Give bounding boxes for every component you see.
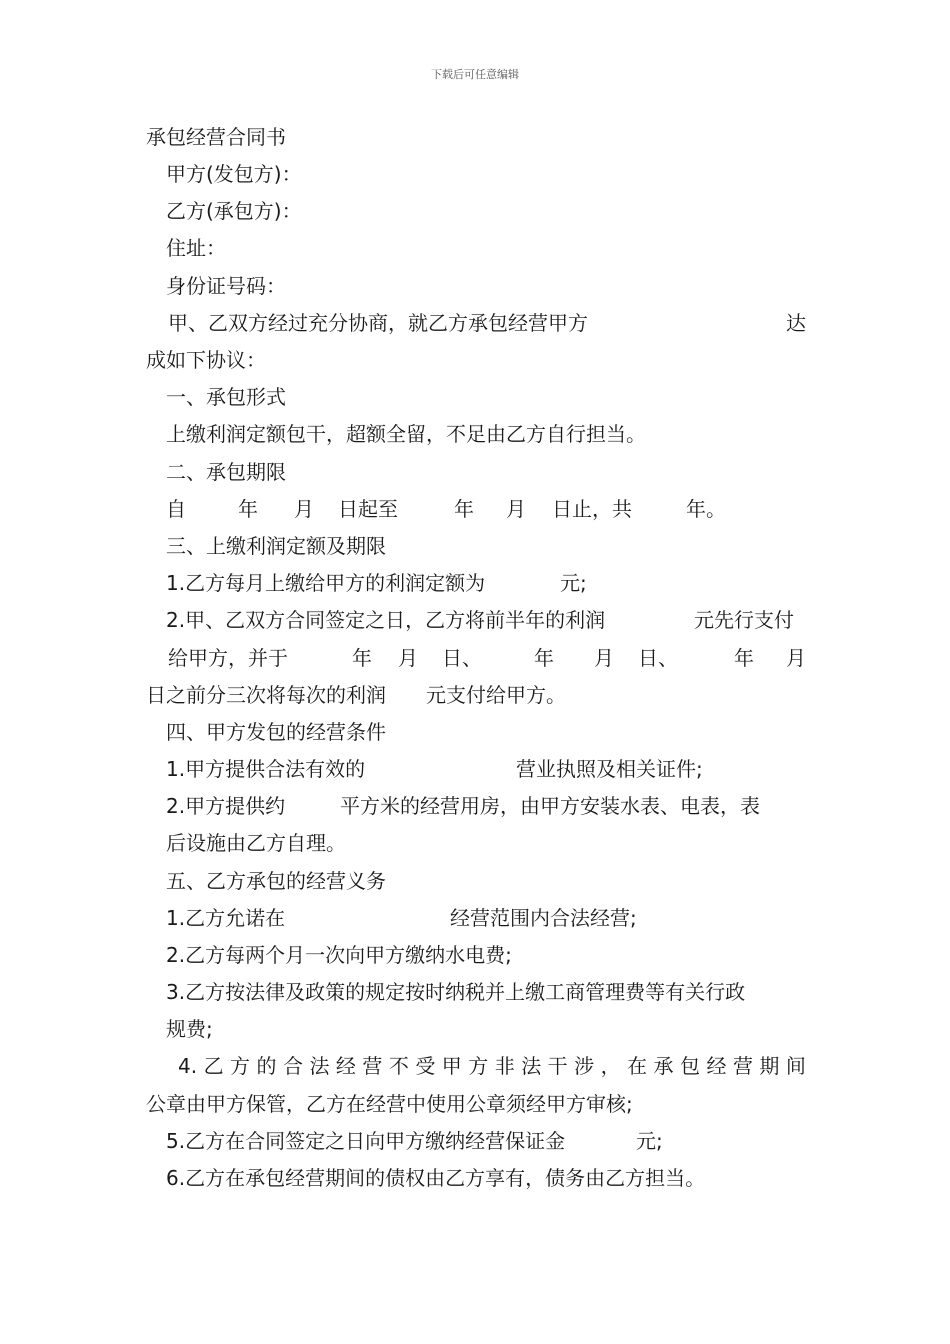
party-a-label: 甲方(发包方)：: [166, 162, 302, 186]
date-word: 日、: [442, 646, 482, 670]
term-word: 月: [506, 497, 526, 521]
date-word: 月: [594, 646, 614, 670]
section-3-item-2-line3: 日之前分三次将每次的利润: [146, 683, 386, 707]
term-word: 年: [454, 497, 474, 521]
term-word: 日起至: [338, 497, 398, 521]
section-4-item-2: 2.甲方提供约: [166, 794, 286, 818]
date-word: 日、: [638, 646, 678, 670]
intro-text-line2: 成如下协议：: [146, 348, 266, 372]
term-word: 年。: [686, 497, 726, 521]
section-5-item-4-line2: 公章由甲方保管，乙方在经营中使用公章须经甲方审核;: [146, 1092, 633, 1116]
section-3-item-1: 1.乙方每月上缴给甲方的利润定额为: [166, 571, 486, 595]
section-1-text: 上缴利润定额包干，超额全留，不足由乙方自行担当。: [166, 422, 646, 446]
section-2-heading: 二、承包期限: [166, 460, 286, 484]
section-5-item-1-end: 经营范围内合法经营;: [450, 906, 637, 930]
section-4-heading: 四、甲方发包的经营条件: [166, 720, 386, 744]
section-5-item-5: 5.乙方在合同签定之日向甲方缴纳经营保证金: [166, 1129, 566, 1153]
section-5-item-6: 6.乙方在承包经营期间的债权由乙方享有，债务由乙方担当。: [166, 1166, 706, 1190]
section-4-item-1: 1.甲方提供合法有效的: [166, 757, 366, 781]
section-3-item-2-end: 元先行支付: [694, 608, 794, 632]
section-5-item-5-end: 元;: [636, 1129, 663, 1153]
section-5-item-3-line2: 规费;: [166, 1017, 213, 1041]
section-5-item-3: 3.乙方按法律及政策的规定按时纳税并上缴工商管理费等有关行政: [166, 980, 746, 1004]
date-word: 年: [734, 646, 754, 670]
date-word: 月: [786, 646, 806, 670]
party-b-label: 乙方(承包方)：: [166, 199, 302, 223]
section-3-item-2-line2: 给甲方，并于: [168, 646, 288, 670]
term-word: 自: [166, 497, 186, 521]
section-4-item-2-line2: 后设施由乙方自理。: [166, 831, 346, 855]
intro-text: 甲、乙双方经过充分协商，就乙方承包经营甲方: [168, 311, 588, 335]
section-5-item-2: 2.乙方每两个月一次向甲方缴纳水电费;: [166, 943, 512, 967]
section-5-item-1: 1.乙方允诺在: [166, 906, 286, 930]
date-word: 年: [352, 646, 372, 670]
section-3-item-2: 2.甲、乙双方合同签定之日，乙方将前半年的利润: [166, 608, 606, 632]
contract-title: 承包经营合同书: [146, 125, 286, 149]
term-word: 月: [294, 497, 314, 521]
section-1-heading: 一、承包形式: [166, 385, 286, 409]
id-number-label: 身份证号码：: [166, 274, 286, 298]
term-word: 日止，共: [552, 497, 632, 521]
address-label: 住址：: [166, 236, 226, 260]
term-word: 年: [238, 497, 258, 521]
section-3-heading: 三、上缴利润定额及期限: [166, 534, 386, 558]
section-4-item-1-end: 营业执照及相关证件;: [516, 757, 703, 781]
intro-text-end: 达: [786, 311, 806, 335]
section-3-item-2-line3-end: 元支付给甲方。: [426, 683, 566, 707]
date-word: 年: [534, 646, 554, 670]
section-4-item-2-rest: 平方米的经营用房，由甲方安装水表、电表，表: [340, 794, 760, 818]
section-5-heading: 五、乙方承包的经营义务: [166, 869, 386, 893]
section-3-item-1-end: 元;: [560, 571, 587, 595]
page-header: 下载后可任意编辑: [431, 68, 519, 81]
section-5-item-4: 4. 乙 方 的 合 法 经 营 不 受 甲 方 非 法 干 涉 ， 在 承 包 经 营 期 间: [178, 1054, 806, 1078]
date-word: 月: [398, 646, 418, 670]
